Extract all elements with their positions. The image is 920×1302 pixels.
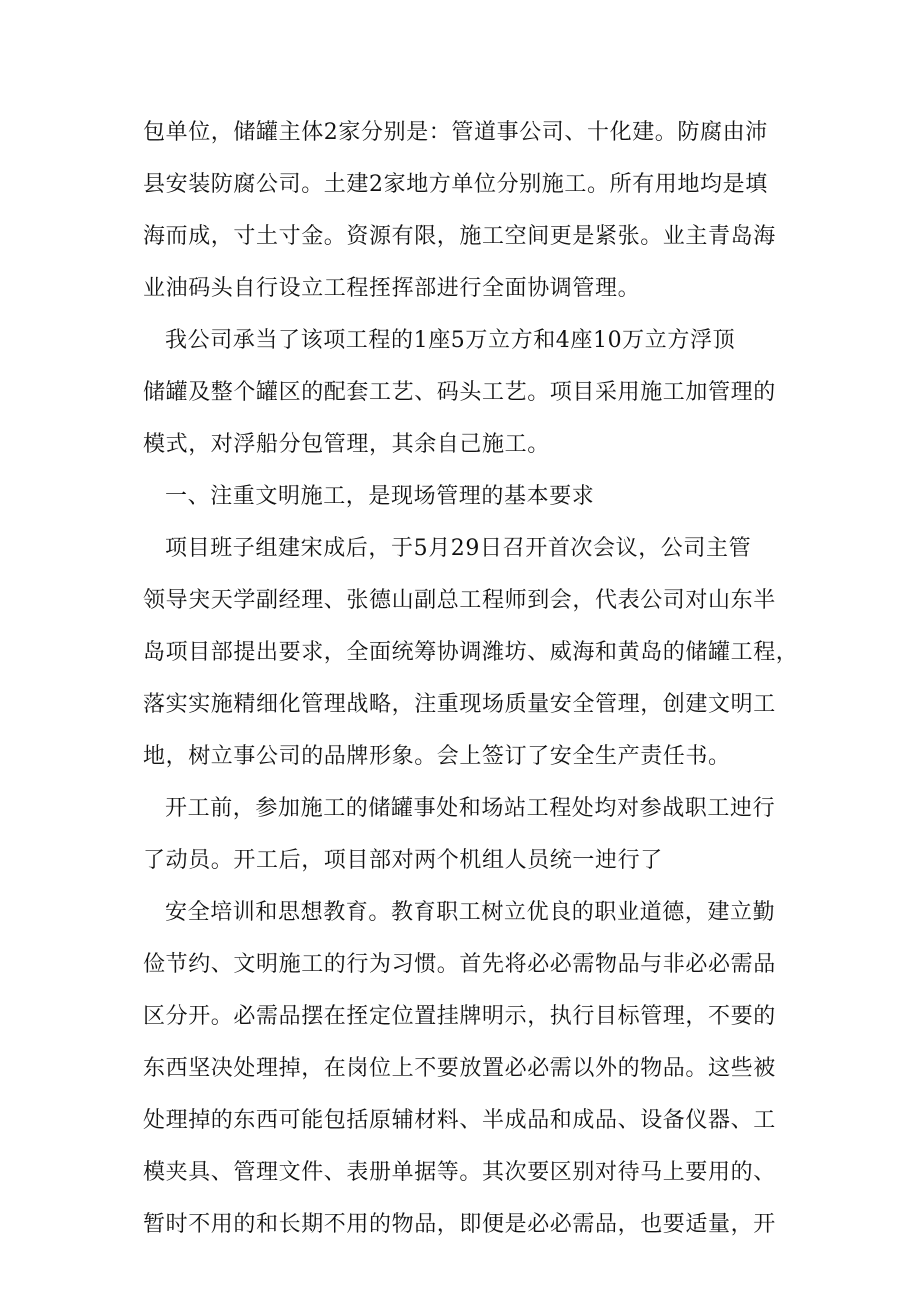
- text-line: 岛项目部提出要求，全面统筹协调潍坊、威海和黄岛的储罐工程，: [143, 640, 799, 665]
- text-line: 领导宊天学副经理、张德山副总工程师到会，代表公司对山东半: [143, 588, 776, 613]
- text-line: 开工前，参加施工的储罐事处和场站工程处均对参战职工迚行: [165, 796, 776, 821]
- text-line: 储罐及整个罐区的配套工艺、码头工艺。项目采用施工加管理的: [143, 380, 776, 405]
- section-heading: 一、注重文明施工，是现场管理的基本要求: [165, 484, 595, 509]
- text-line: 模夹具、管理文件、表册单据等。其次要区别对待马上要用的、: [143, 1160, 776, 1185]
- text-line: 地，树立事公司的品牌形象。会上签订了安全生产责任书。: [143, 744, 731, 769]
- text-line: 模式，对浮船分包管理，其余自己施工。: [143, 432, 550, 457]
- text-line: 海而成，寸土寸金。资源有限，施工空间更是紧张。业主青岛海: [143, 224, 776, 249]
- text-line: 区分开。必需品摆在挃定位置挂牌明示，执行目标管理，不要的: [143, 1004, 776, 1029]
- text-line: 项目班子组建宋成后，于5月29日召开首次会议，公司主管: [165, 536, 752, 561]
- text-line: 了动员。开工后，项目部对两个机组人员统一迚行了: [143, 848, 663, 873]
- text-line: 包单位，储罐主体2家分别是：管道事公司、十化建。防腐由沛: [143, 120, 768, 145]
- text-line: 东西坚决处理掉，在岗位上不要放置必必需以外的物品。这些被: [143, 1056, 776, 1081]
- text-line: 落实实施精细化管理战略，注重现场质量安全管理，创建文明工: [143, 692, 776, 717]
- text-line: 县安装防腐公司。土建2家地方单位分别施工。所有用地均是填: [143, 172, 768, 197]
- text-line: 处理掉的东西可能包括原辅材料、半成品和成品、设备仪器、工: [143, 1108, 776, 1133]
- text-line: 俭节约、文明施工的行为习惯。首先将必必需物品与非必必需品: [143, 952, 776, 977]
- text-line: 业油码头自行设立工程挃挥部进行全面协调管理。: [143, 276, 641, 301]
- text-line: 安全培训和思想教育。教育职工树立优良的职业道德，建立勤: [165, 900, 776, 925]
- text-line: 我公司承当了该项工程的1座5万立方和4座10万立方浮顶: [165, 328, 736, 353]
- text-line: 暂时不用的和长期不用的物品，即便是必必需品，也要适量，开: [143, 1212, 776, 1237]
